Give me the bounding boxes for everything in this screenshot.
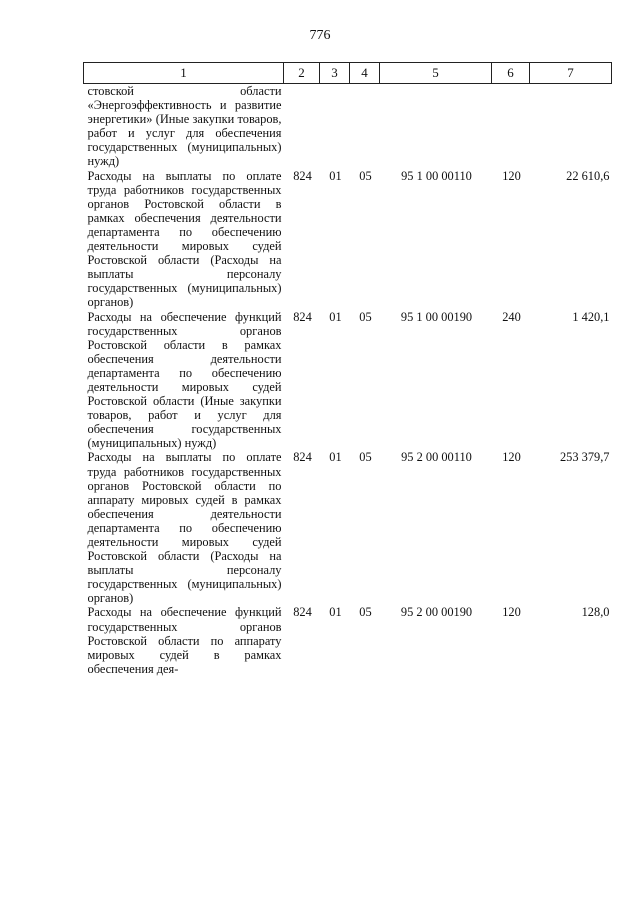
row-amount: 128,0 <box>581 605 610 620</box>
row-amount <box>530 84 612 169</box>
column-header-4: 4 <box>350 63 380 84</box>
budget-table <box>83 62 612 676</box>
row-amount: 253 379,7 <box>559 450 610 465</box>
row-section <box>320 84 350 169</box>
row-description: Расходы на обеспечение функций государственных органов Ростовской области в рамках обеспечения деятельности департамента по обеспечению деятельности мировых судей Ростовской области (Иные закупки товаров, работ и услуг для обеспечения государственных (муниципальных) нужд) <box>87 309 282 451</box>
row-target: 95 2 00 00190 <box>400 605 473 620</box>
table-row <box>84 310 612 451</box>
row-description: Расходы на выплаты по оплате труда работников государственных органов Ростовской области по аппарату мировых судей в рамках обеспечения деятельности департамента по обеспечению деятельности мировых судей Ростовской области (Расходы на выплаты персоналу государственных (муниципальных) органов) <box>87 450 282 606</box>
row-type: 120 <box>502 605 521 620</box>
column-header-5: 5 <box>380 63 492 84</box>
row-type: 240 <box>502 309 521 324</box>
row-target: 95 1 00 00110 <box>401 168 472 183</box>
table-row <box>84 605 612 675</box>
row-ministry <box>284 84 320 169</box>
row-amount: 22 610,6 <box>566 168 610 183</box>
table-header <box>84 63 612 84</box>
column-header-2: 2 <box>284 63 320 84</box>
row-subsection: 05 <box>359 309 372 324</box>
table-row <box>84 450 612 605</box>
column-header-1: 1 <box>84 63 284 84</box>
column-header-7: 7 <box>530 63 612 84</box>
row-type: 120 <box>502 168 521 183</box>
row-description: Расходы на обеспечение функций государственных органов Ростовской области по аппарату мировых судей в рамках обеспечения дея- <box>87 605 282 676</box>
row-ministry: 824 <box>293 450 312 465</box>
row-section: 01 <box>329 605 342 620</box>
row-ministry: 824 <box>293 309 312 324</box>
row-type: 120 <box>502 450 521 465</box>
row-subsection: 05 <box>359 168 372 183</box>
row-subsection: 05 <box>359 450 372 465</box>
column-header-6: 6 <box>492 63 530 84</box>
table-body <box>84 84 612 676</box>
row-target: 95 1 00 00190 <box>400 309 473 324</box>
row-amount: 1 420,1 <box>572 309 610 324</box>
row-ministry: 824 <box>293 168 312 183</box>
column-header-3: 3 <box>320 63 350 84</box>
row-ministry: 824 <box>293 605 312 620</box>
row-target <box>380 84 492 169</box>
table-row <box>84 84 612 169</box>
row-subsection: 05 <box>359 605 372 620</box>
header-row <box>84 63 612 84</box>
table-row <box>84 169 612 310</box>
row-type <box>492 84 530 169</box>
row-section: 01 <box>329 168 342 183</box>
row-description: Расходы на выплаты по оплате труда работников государственных органов Ростовской области в рамках обеспечения деятельности департамента по обеспечению деятельности мировых судей Ростовской области (Расходы на выплаты персоналу государственных (муниципальных) органов) <box>87 168 282 310</box>
row-target: 95 2 00 00110 <box>401 450 472 465</box>
page-number: 776 <box>309 28 331 43</box>
row-section: 01 <box>329 309 342 324</box>
row-section: 01 <box>329 450 342 465</box>
row-subsection <box>350 84 380 169</box>
row-description: стовской области «Энергоэффективность и развитие энергетики» (Иные закупки товаров, работ и услуг для обеспечения государственных (муниципальных) нужд) <box>87 84 282 169</box>
